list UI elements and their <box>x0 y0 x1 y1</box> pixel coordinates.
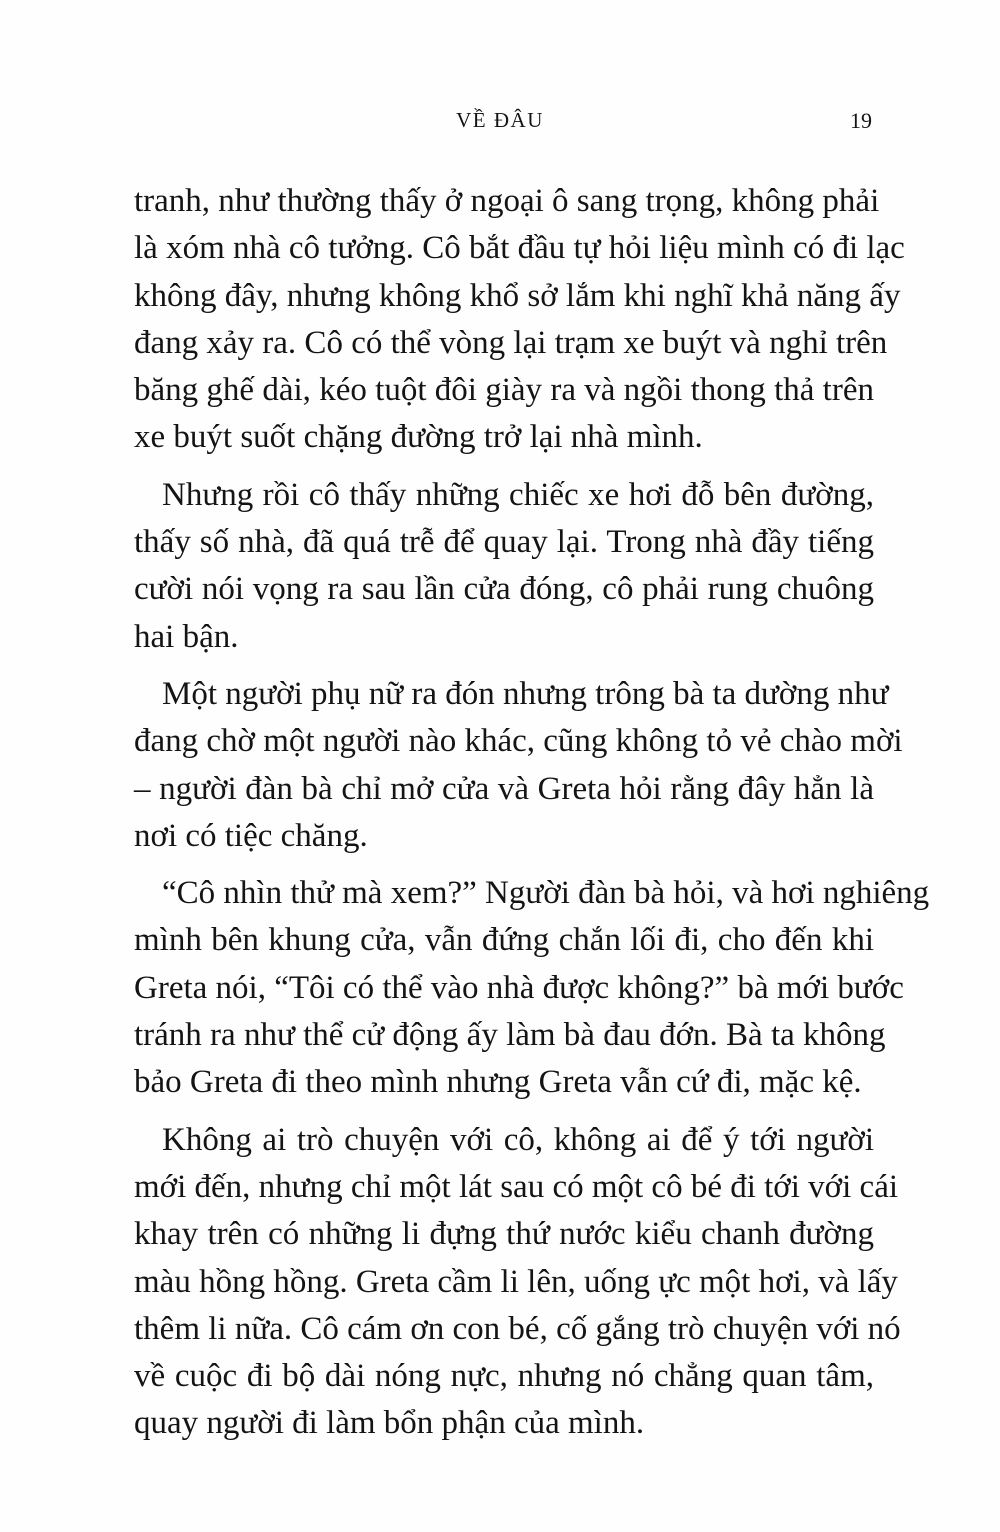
text-line: tranh, như thường thấy ở ngoại ô sang trọng, không phải <box>134 183 880 219</box>
text-line: băng ghế dài, kéo tuột đôi giày ra và ngồi thong thả trên <box>134 372 874 409</box>
paragraph-spacer <box>134 860 874 870</box>
paragraph-spacer <box>134 462 874 472</box>
text-line: hai bận. <box>134 618 239 655</box>
paragraph <box>134 472 874 661</box>
text-line: nơi có tiệc chăng. <box>134 817 368 854</box>
paragraph <box>134 870 930 1106</box>
paragraph <box>134 178 905 462</box>
text-line: thấy số nhà, đã quá trễ để quay lại. Trong nhà đầy tiếng <box>134 524 874 561</box>
text-line: khay trên có những li đựng thứ nước kiểu chanh đường <box>134 1216 874 1253</box>
text-line: về cuộc đi bộ dài nóng nực, nhưng nó chẳng quan tâm, <box>134 1358 874 1395</box>
text-line: mới đến, nhưng chỉ một lát sau có một cô bé đi tới với cái <box>134 1168 899 1205</box>
text-line: Không ai trò chuyện với cô, không ai để ý tới người <box>162 1121 874 1158</box>
text-line: “Cô nhìn thử mà xem?” Người đàn bà hỏi, và hơi nghiêng <box>162 875 930 912</box>
running-header <box>0 108 1000 138</box>
text-line: xe buýt suốt chặng đường trở lại nhà mình. <box>134 419 703 456</box>
paragraph-spacer <box>134 661 874 671</box>
text-line: mình bên khung cửa, vẫn đứng chắn lối đi, cho đến khi <box>134 922 874 959</box>
text-line: Một người phụ nữ ra đón nhưng trông bà ta dường như <box>162 675 889 712</box>
text-line: thêm li nữa. Cô cám ơn con bé, cố gắng trò chuyện với nó <box>134 1310 901 1347</box>
text-line: quay người đi làm bổn phận của mình. <box>134 1405 645 1442</box>
paragraph <box>134 1117 901 1448</box>
text-line: màu hồng hồng. Greta cầm li lên, uống ực một hơi, và lấy <box>134 1263 898 1300</box>
text-line: đang chờ một người nào khác, cũng không tỏ vẻ chào mời <box>134 723 903 760</box>
text-line: không đây, nhưng không khổ sở lắm khi nghĩ khả năng ấy <box>134 277 901 314</box>
text-line: là xóm nhà cô tưởng. Cô bắt đầu tự hỏi liệu mình có đi lạc <box>134 230 905 267</box>
running-title: VỀ ĐÂU <box>456 108 544 132</box>
text-line: Nhưng rồi cô thấy những chiếc xe hơi đỗ bên đường, <box>162 476 874 513</box>
text-line: – người đàn bà chỉ mở cửa và Greta hỏi rằng đây hẳn là <box>134 770 874 807</box>
body-text <box>134 178 930 1448</box>
paragraph <box>134 671 903 860</box>
text-line: cười nói vọng ra sau lần cửa đóng, cô phải rung chuông <box>134 571 874 608</box>
text-line: Greta nói, “Tôi có thể vào nhà được không?” bà mới bước <box>134 969 904 1006</box>
page-number: 19 <box>850 108 872 133</box>
text-line: đang xảy ra. Cô có thể vòng lại trạm xe buýt và nghỉ trên <box>134 324 888 361</box>
text-line: tránh ra như thể cử động ấy làm bà đau đớn. Bà ta không <box>134 1017 886 1054</box>
text-line: bảo Greta đi theo mình nhưng Greta vẫn cứ đi, mặc kệ. <box>134 1064 862 1101</box>
paragraph-spacer <box>134 1107 874 1117</box>
